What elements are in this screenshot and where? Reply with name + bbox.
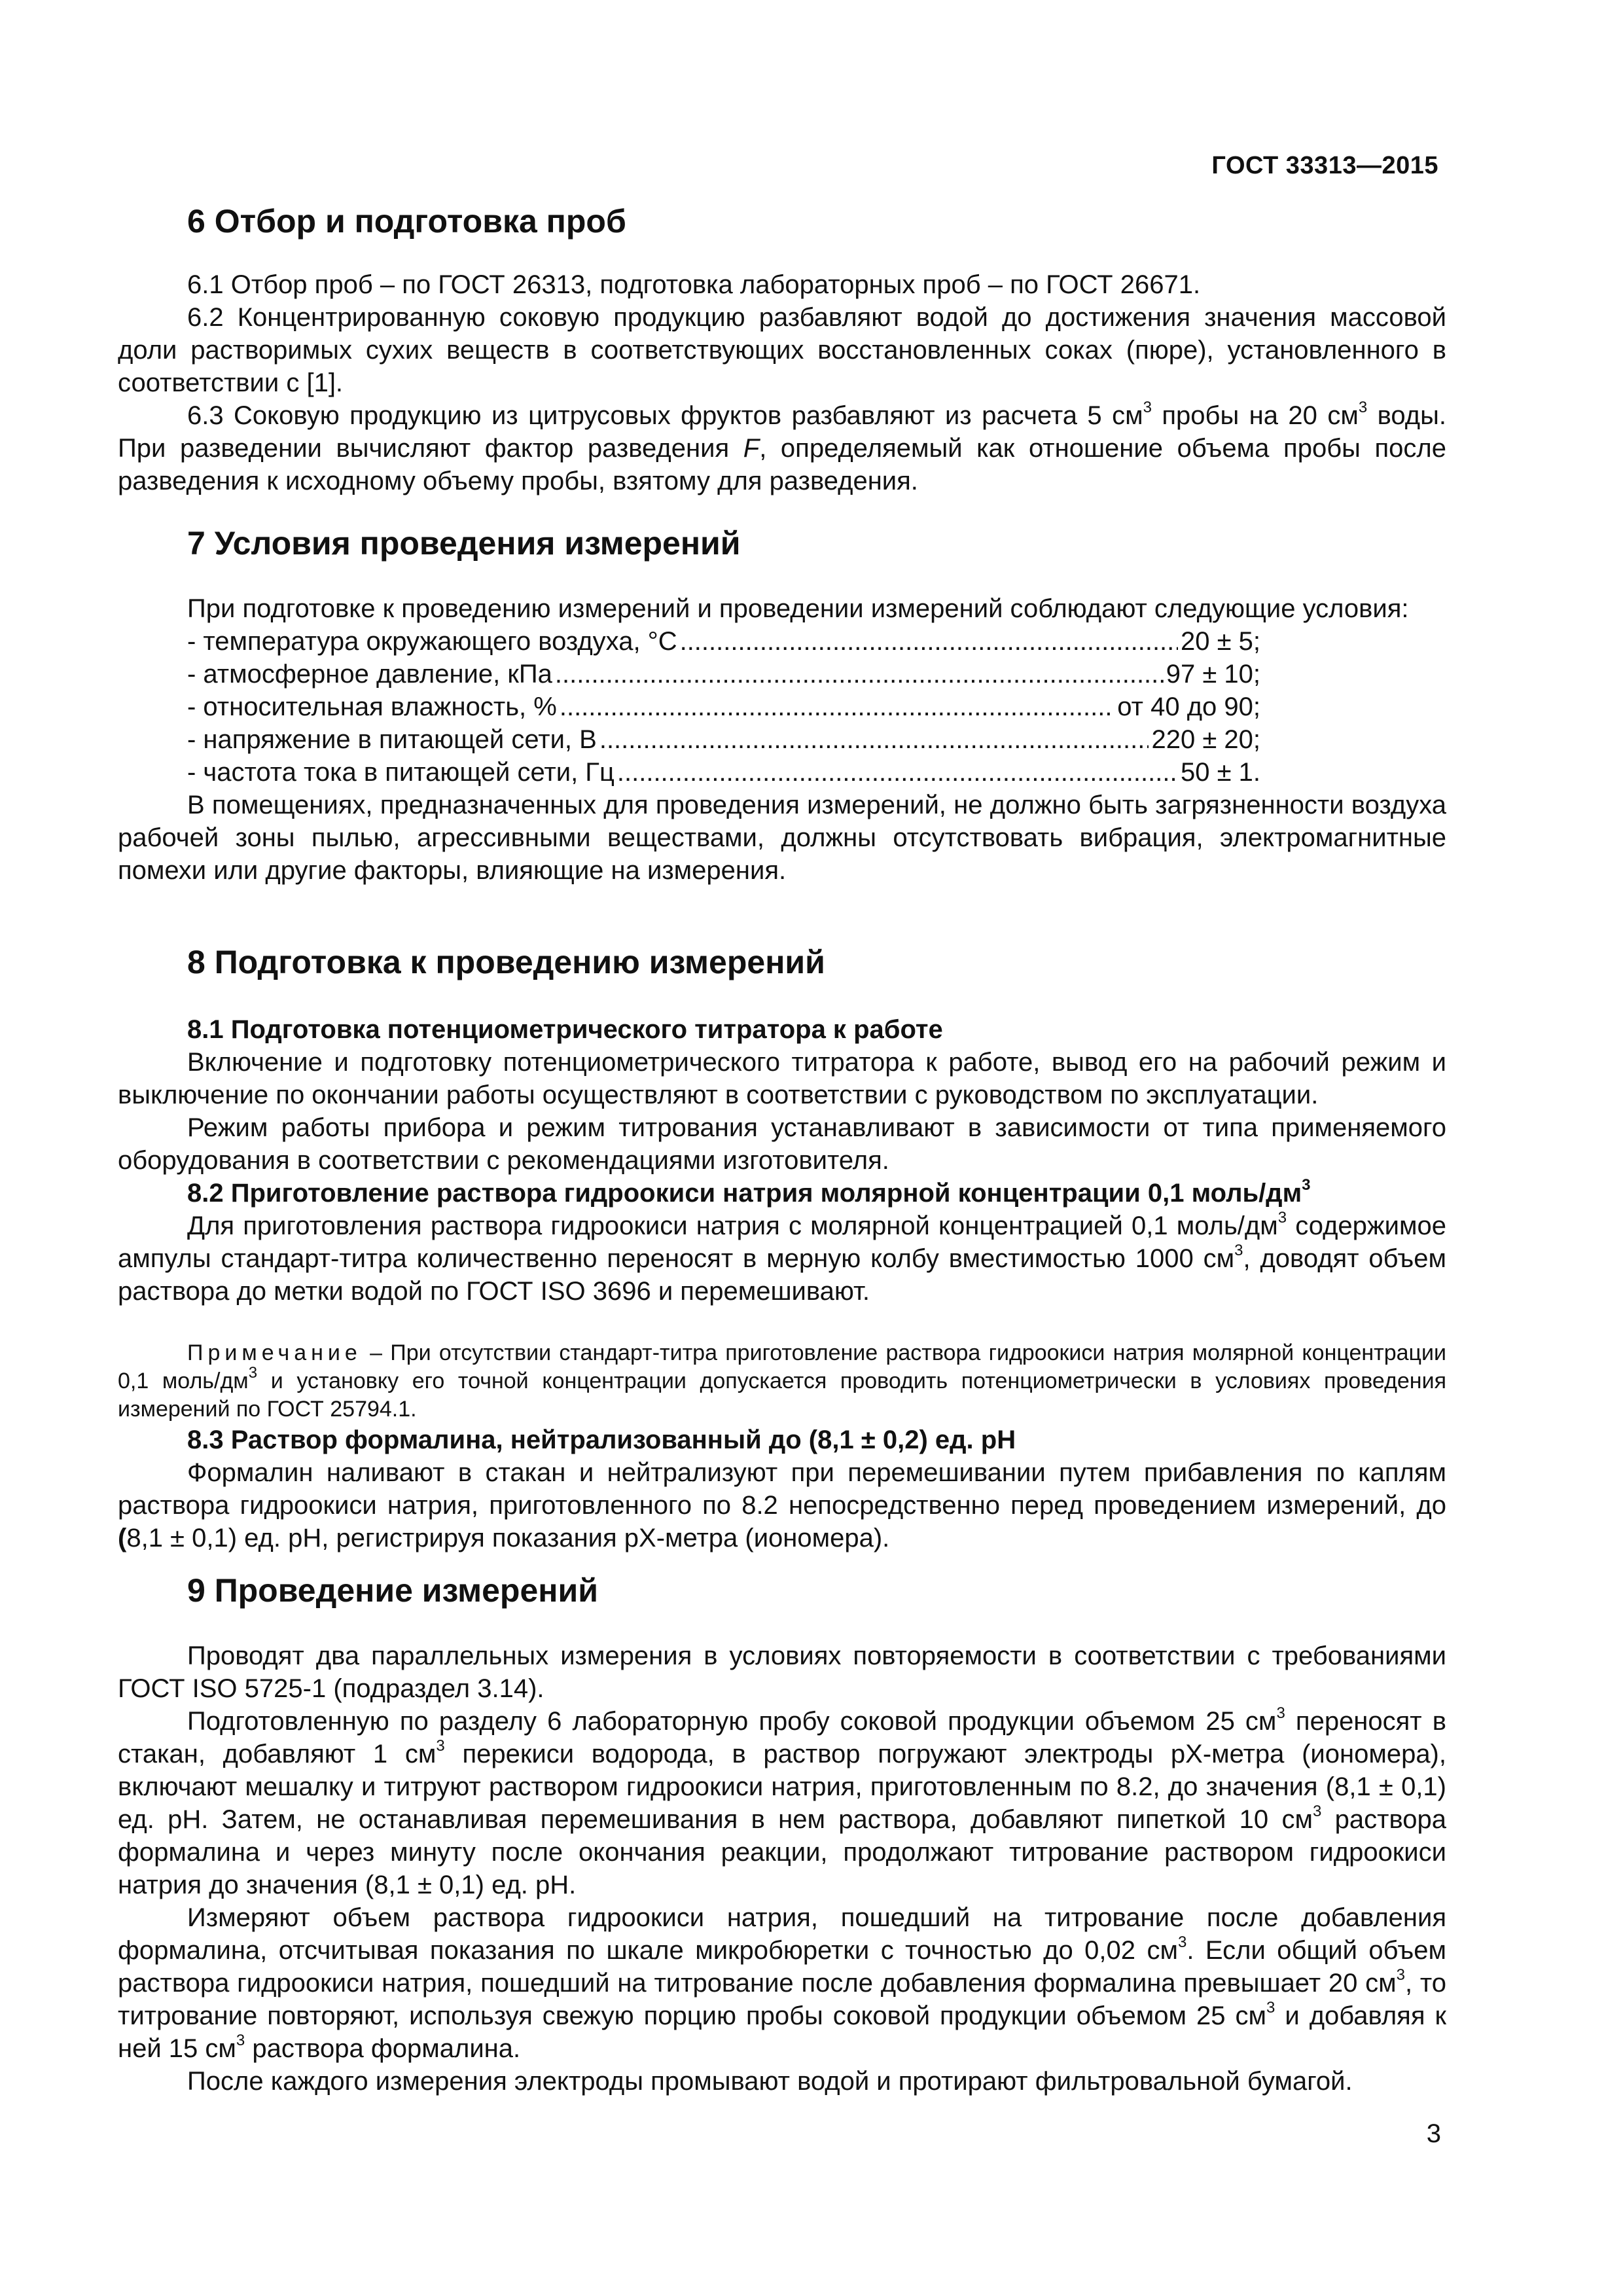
paragraph-8-1-b: Режим работы прибора и режим титрования устанавливают в зависимости от типа применяемого оборудования в соответствии с рекомендациями изготовителя. <box>118 1113 1446 1175</box>
paragraph-7-closing: В помещениях, предназначенных для проведения измерений, не должно быть загрязненности воздуха рабочей зоны пылью, агрессивными веществами, должны отсутствовать вибрация, электромагнитные помехи или другие факторы, влияющие на измерения. <box>118 791 1446 885</box>
subsection-8-3-title: 8.3 Раствор формалина, нейтрализованный до (8,1 ± 0,2) ед. pH <box>187 1426 1016 1454</box>
paragraph-6-2: 6.2 Концентрированную соковую продукцию разбавляют водой до достижения значения массовой доли растворимых сухих веществ в соответствующих восстановленных соках (пюре), установленного в соответствии с [1]. <box>118 303 1446 397</box>
paragraph-8-2: Для приготовления раствора гидроокиси натрия с молярной концентрацией 0,1 моль/$дм^3$ содержимое ампулы стандарт-титра количественно переносят в мерную колбу вместимостью 1000 $см^3$, доводят объем раствора до метки водой по ГОСТ ISO 3696 и перемешивают. <box>118 1208 1446 1306</box>
note: Примечание – При отсутствии стандарт-титра приготовление раствора гидроокиси натрия молярной концентрации 0,1 моль/$дм^3$ и установку его точной концентрации допускается проводить потенциометрически в условиях проведения измерений по ГОСТ 25794.1. <box>118 1340 1446 1422</box>
section-7-title: 7 Условия проведения измерений <box>187 525 741 562</box>
section-9-body <box>118 1640 1446 2098</box>
section-7-body <box>118 592 1446 887</box>
paragraph-6-3: 6.3 Соковую продукцию из цитрусовых фруктов разбавляют из расчета 5 $см^3$ пробы на 20 $см^3$ воды. При разведении вычисляют фактор разведения F, определяемый как отношение объема пробы после разведения к исходному объему пробы, взятому для разведения. <box>118 398 1447 495</box>
section-7 <box>118 524 1446 563</box>
paragraph-9-2: Подготовленную по разделу 6 лабораторную пробу соковой продукции объемом 25 $см^3$ переносят в стакан, добавляют 1 $см^3$ перекиси водорода, в раствор погружают электроды pX-метра (иономера), включают мешалку и титруют раствором гидроокиси натрия, приготовленным по 8.2, до значения (8,1 ± 0,1) ед. pH. Затем, не останавливая перемешивания в нем раствора, добавляют пипеткой 10 $см^3$ раствора формалина и через минуту после окончания реакции, продолжают титрование раствором гидроокиси натрия до значения (8,1 ± 0,1) ед. pH. <box>118 1704 1446 1899</box>
section-6-body <box>118 268 1446 497</box>
paragraph-6-1: 6.1 Отбор проб – по ГОСТ 26313, подготовка лабораторных проб – по ГОСТ 26671. <box>187 270 1201 299</box>
standard-number: ГОСТ 33313—2015 <box>1211 152 1438 179</box>
subsection-8-1-title: 8.1 Подготовка потенциометрического титратора к работе <box>187 1015 943 1044</box>
section-9 <box>118 1571 1446 1610</box>
paragraph-9-4: После каждого измерения электроды промывают водой и протирают фильтровальной бумагой. <box>187 2067 1353 2096</box>
section-9-title: 9 Проведение измерений <box>187 1572 598 1609</box>
section-8-body <box>118 1013 1446 1554</box>
note-label: Примечание <box>187 1340 362 1365</box>
section-8 <box>118 942 1446 982</box>
condition-row: - температура окружающего воздуха, °С ..... 20 ± 5; <box>118 625 1260 658</box>
condition-row: - напряжение в питающей сети, В ..... 220 ± 20; <box>118 723 1260 756</box>
condition-row: - атмосферное давление, кПа ..... 97 ± 10; <box>118 658 1260 691</box>
paragraph-8-3: Формалин наливают в стакан и нейтрализуют при перемешивании путем прибавления по каплям раствора гидроокиси натрия, приготовленного по 8.2 непосредственно перед проведением измерений, до (8,1 ± 0,1) ед. pH, регистрируя показания pX-метра (иономера). <box>118 1458 1446 1552</box>
page-number: 3 <box>1426 2119 1441 2148</box>
condition-row: - относительная влажность, % ..... от 40 до 90; <box>118 691 1260 723</box>
variable-f: F <box>743 434 760 463</box>
section-6-title: 6 Отбор и подготовка проб <box>187 203 626 240</box>
section-6 <box>118 202 1446 241</box>
paragraph-9-3: Измеряют объем раствора гидроокиси натрия, пошедший на титрование после добавления формалина, отсчитывая показания по шкале микробюретки с точностью до 0,02 $см^3$. Если общий объем раствора гидроокиси натрия, пошедший на титрование после добавления формалина превышает 20 $см^3$, то титрование повторяют, используя свежую порцию пробы соковой продукции объемом 25 $см^3$ и добавляя к ней 15 $см^3$ раствора формалина. <box>118 1903 1447 2063</box>
subsection-8-2-title: 8.2 Приготовление раствора гидроокиси натрия молярной концентрации 0,1 моль/$дм^3$ <box>187 1175 1311 1208</box>
paragraph-9-1: Проводят два параллельных измерения в условиях повторяемости в соответствии с требованиями ГОСТ ISO 5725-1 (подраздел 3.14). <box>118 1641 1446 1703</box>
paragraph-7-intro: При подготовке к проведению измерений и проведении измерений соблюдают следующие условия: <box>187 594 1409 623</box>
condition-row: - частота тока в питающей сети, Гц ..... 50 ± 1. <box>118 756 1260 789</box>
paragraph-8-1-a: Включение и подготовку потенциометрического титратора к работе, вывод его на рабочий режим и выключение по окончании работы осуществляют в соответствии с руководством по эксплуатации. <box>118 1048 1446 1109</box>
section-8-title: 8 Подготовка к проведению измерений <box>187 944 825 980</box>
